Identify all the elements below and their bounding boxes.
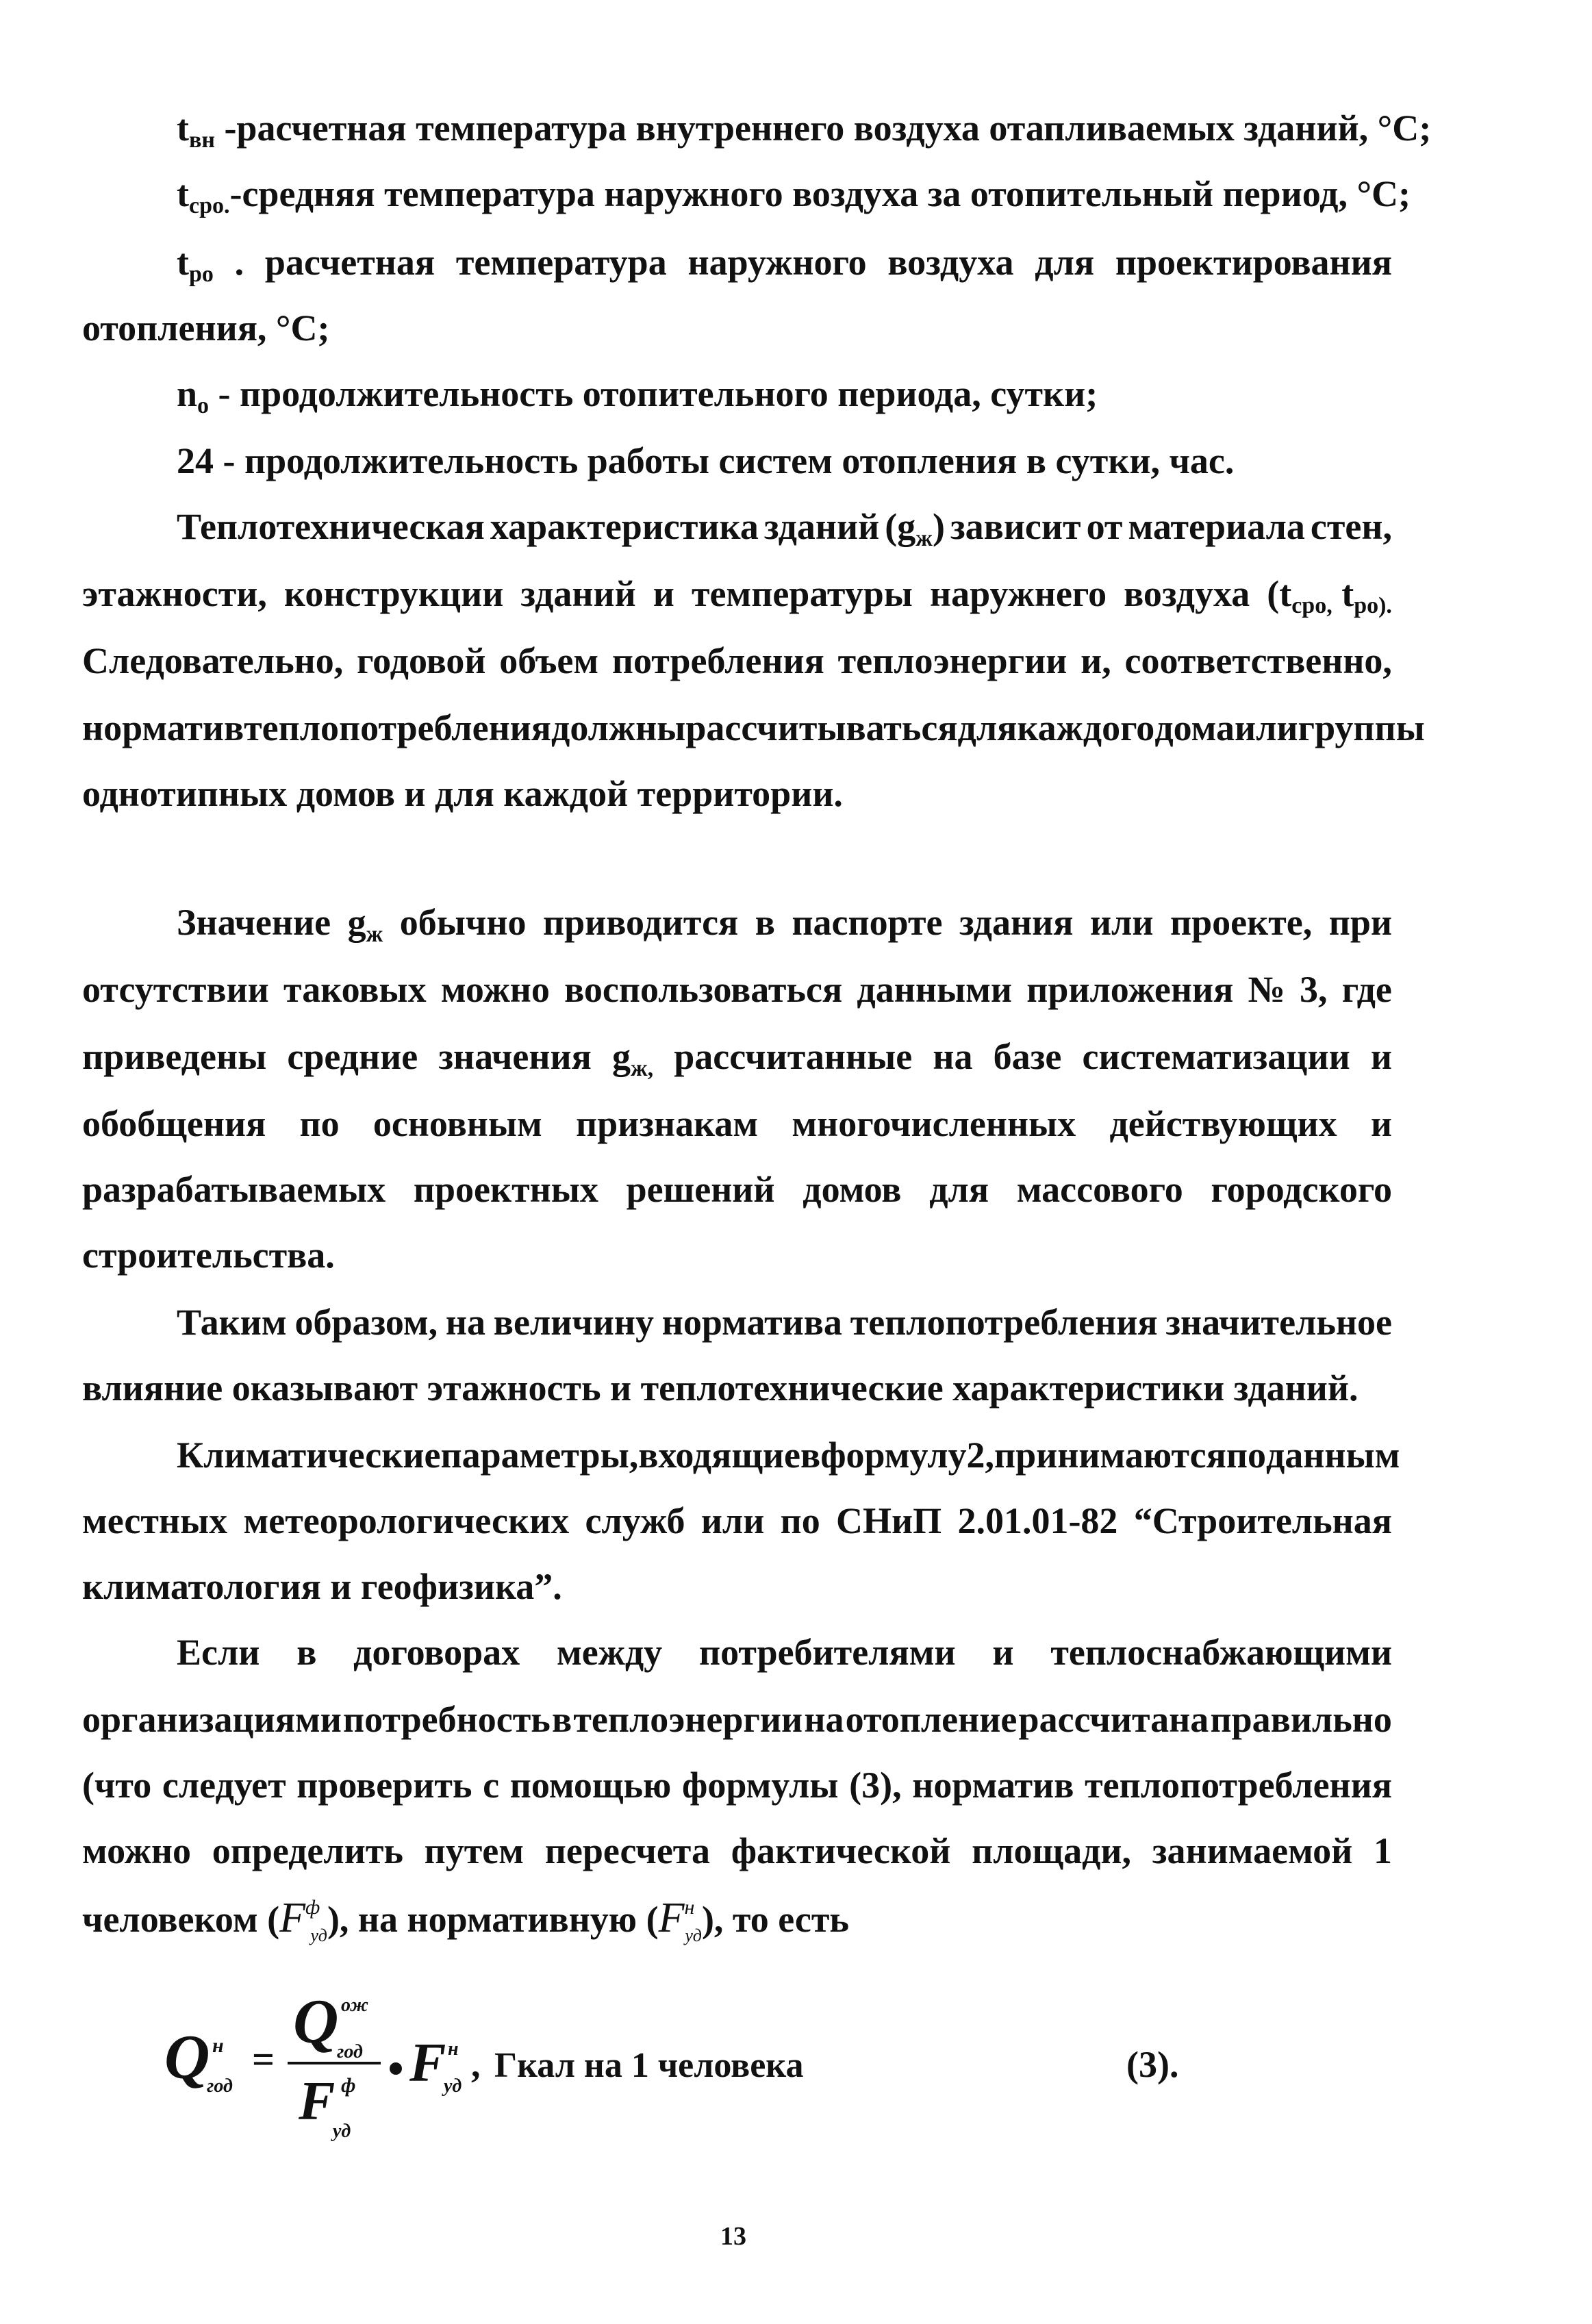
word: можно bbox=[440, 969, 550, 1010]
word: дома bbox=[1154, 707, 1235, 748]
word: зданий bbox=[520, 573, 636, 614]
word: местных bbox=[82, 1500, 228, 1541]
word: обычно bbox=[399, 902, 527, 943]
word: организациями bbox=[82, 1699, 342, 1740]
word: ($t_{cpo,}$ $t_{po).}$ bbox=[1267, 573, 1392, 618]
word: домов bbox=[803, 1169, 902, 1210]
word: для bbox=[1035, 242, 1095, 283]
word: определить bbox=[212, 1830, 403, 1871]
word: норматива bbox=[661, 1302, 842, 1343]
word: следует bbox=[162, 1765, 286, 1806]
inline-formula-F-fact: $F^ф_{уд}$ bbox=[279, 1895, 327, 1945]
word: отопление bbox=[845, 1699, 1018, 1740]
word: договорах bbox=[353, 1632, 520, 1673]
word: проектирования bbox=[1115, 242, 1392, 283]
word: 2, bbox=[966, 1435, 994, 1476]
definition-text: - продолжительность отопительного периода, сутки; bbox=[209, 373, 1098, 414]
word: по bbox=[780, 1500, 820, 1541]
inline-formula-F-norm: $F^н_{уд}$ bbox=[658, 1895, 702, 1945]
p1-line3 bbox=[82, 642, 1392, 679]
word: городского bbox=[1211, 1169, 1392, 1210]
word: рассчитана bbox=[1018, 1699, 1209, 1740]
den-sub: уд bbox=[333, 2121, 351, 2142]
word: проектных bbox=[413, 1169, 598, 1210]
word: $g_{ж,}$ bbox=[611, 1036, 654, 1081]
word: температуры bbox=[691, 573, 913, 614]
word: занимаемой bbox=[1152, 1830, 1353, 1871]
word: где bbox=[1341, 969, 1392, 1010]
Q-norm-sub: год bbox=[207, 2075, 233, 2097]
word: помощью bbox=[509, 1765, 672, 1806]
word: и bbox=[1370, 1036, 1392, 1077]
word: можно bbox=[82, 1830, 191, 1871]
word: стен, bbox=[1310, 506, 1392, 547]
word: на bbox=[445, 1302, 486, 1343]
text-segment: ), на нормативную ( bbox=[327, 1899, 659, 1940]
word: должны bbox=[551, 707, 686, 748]
p2-line5 bbox=[82, 1171, 1392, 1208]
word: теплоэнергии bbox=[573, 1699, 803, 1740]
word: наружного bbox=[687, 242, 867, 283]
def-t-po bbox=[177, 242, 1392, 287]
word: теплоэнергии bbox=[837, 640, 1067, 681]
word: на bbox=[933, 1036, 973, 1077]
subscript: po bbox=[188, 262, 214, 287]
word: воздуха bbox=[887, 242, 1014, 283]
word: проекте, bbox=[1170, 902, 1313, 943]
word: для bbox=[929, 1169, 989, 1210]
word: таковых bbox=[283, 969, 427, 1010]
p5-line4 bbox=[82, 1832, 1392, 1869]
word: отсутствии bbox=[82, 969, 269, 1010]
formula-svg bbox=[164, 1986, 1260, 2147]
word: в bbox=[296, 1632, 317, 1673]
p1-line2 bbox=[82, 573, 1392, 618]
formula-number: (3). bbox=[1126, 2044, 1179, 2085]
text-segment: ), то есть bbox=[701, 1899, 849, 1940]
p1-line5: однотипных домов и для каждой территории. bbox=[82, 773, 843, 814]
num-sup: ож bbox=[341, 1995, 368, 2016]
word: по bbox=[299, 1103, 340, 1144]
word: значения bbox=[438, 1036, 592, 1077]
word: с bbox=[483, 1765, 500, 1806]
word: площади, bbox=[972, 1830, 1132, 1871]
p4-line3: климатология и геофизика”. bbox=[82, 1566, 562, 1607]
word: формулу bbox=[820, 1435, 967, 1476]
word: признакам bbox=[576, 1103, 759, 1144]
word: 3, bbox=[1300, 969, 1328, 1010]
word: Климатические bbox=[177, 1435, 441, 1476]
word: 1 bbox=[1373, 1830, 1392, 1871]
def-t-cpo bbox=[177, 173, 1411, 218]
word: в bbox=[755, 902, 775, 943]
den-F-symbol: F bbox=[299, 2071, 336, 2132]
word: потребителями bbox=[698, 1632, 956, 1673]
word: паспорте bbox=[792, 902, 943, 943]
word: служб bbox=[585, 1500, 685, 1541]
multiply-dot bbox=[390, 2062, 402, 2075]
word: материала bbox=[1128, 506, 1305, 547]
p5-line3 bbox=[82, 1767, 1392, 1804]
word: правильно bbox=[1210, 1699, 1392, 1740]
word: от bbox=[1086, 506, 1123, 547]
formula-unit: Гкал на 1 человека bbox=[494, 2046, 804, 2085]
Q-norm-symbol: Q bbox=[164, 2022, 210, 2092]
def-24: 24 - продолжительность работы систем отопления в сутки, час. bbox=[177, 440, 1235, 481]
page-number: 13 bbox=[720, 2222, 746, 2251]
text-segment: человеком ( bbox=[82, 1899, 280, 1940]
word: конструкции bbox=[283, 573, 504, 614]
word: массового bbox=[1016, 1169, 1183, 1210]
word: (что bbox=[82, 1765, 152, 1806]
word: здания bbox=[959, 902, 1074, 943]
word: приложения bbox=[1026, 969, 1234, 1010]
den-sup: ф bbox=[341, 2074, 356, 2097]
subscript: cpo. bbox=[188, 193, 230, 218]
word: расчетная bbox=[264, 242, 435, 283]
word: по bbox=[1226, 1435, 1266, 1476]
word: воспользоваться bbox=[564, 969, 843, 1010]
subscript: вн bbox=[188, 127, 215, 153]
word: № bbox=[1248, 969, 1285, 1010]
word: группы bbox=[1298, 707, 1425, 748]
word: годовой bbox=[357, 640, 486, 681]
word: систематизации bbox=[1082, 1036, 1350, 1077]
word: температура bbox=[455, 242, 667, 283]
num-Q-symbol: Q bbox=[293, 1986, 339, 2056]
definition-text: -средняя температура наружного воздуха за отопительный период, °С; bbox=[229, 173, 1411, 214]
word: каждого bbox=[1017, 707, 1155, 748]
F-norm-symbol: F bbox=[409, 2033, 446, 2093]
word: или bbox=[1089, 902, 1154, 943]
word: значительное bbox=[1165, 1302, 1392, 1343]
word: теплопотребления bbox=[850, 1302, 1158, 1343]
p2-line2 bbox=[82, 971, 1392, 1008]
word: и bbox=[992, 1632, 1014, 1673]
word: наружнего bbox=[929, 573, 1107, 614]
word: средние bbox=[287, 1036, 418, 1077]
word: данным bbox=[1265, 1435, 1400, 1476]
word: Таким bbox=[177, 1302, 287, 1343]
word: базе bbox=[993, 1036, 1062, 1077]
word: в bbox=[551, 1699, 572, 1740]
symbol-group bbox=[177, 242, 214, 287]
p5-line5 bbox=[82, 1895, 849, 1945]
word: пересчета bbox=[544, 1830, 710, 1871]
word: проверить bbox=[296, 1765, 472, 1806]
word: данными bbox=[857, 969, 1013, 1010]
word: в bbox=[800, 1435, 821, 1476]
word: “Строительная bbox=[1133, 1500, 1392, 1541]
word: Значение bbox=[177, 902, 331, 943]
word: $g_ж$ bbox=[347, 902, 383, 947]
word: воздуха bbox=[1124, 573, 1250, 614]
word: величину bbox=[493, 1302, 655, 1343]
word: метеорологических bbox=[243, 1500, 570, 1541]
comma: , bbox=[471, 2044, 481, 2085]
word: потребность bbox=[343, 1699, 551, 1740]
word: объем bbox=[499, 640, 599, 681]
word: многочисленных bbox=[792, 1103, 1076, 1144]
word: зависит bbox=[950, 506, 1081, 547]
definition-text: -расчетная температура внутреннего воздуха отапливаемых зданий, °С; bbox=[214, 108, 1432, 149]
word: теплопотребления bbox=[1085, 1765, 1392, 1806]
word: этажности, bbox=[82, 573, 267, 614]
word: норматив bbox=[82, 707, 244, 748]
word: Теплотехническая bbox=[177, 506, 485, 547]
p2-line1 bbox=[177, 902, 1392, 947]
word: параметры, bbox=[440, 1435, 639, 1476]
p2-line3 bbox=[82, 1036, 1392, 1081]
word: норматив bbox=[912, 1765, 1074, 1806]
word: принимаются bbox=[994, 1435, 1226, 1476]
word: соответственно, bbox=[1124, 640, 1392, 681]
word: $(g_ж)$ bbox=[885, 506, 945, 551]
word: действующих bbox=[1109, 1103, 1337, 1144]
p2-line4 bbox=[82, 1105, 1392, 1142]
p5-line2 bbox=[82, 1701, 1392, 1738]
word: разрабатываемых bbox=[82, 1169, 386, 1210]
word: приводится bbox=[542, 902, 739, 943]
p2-line6: строительства. bbox=[82, 1235, 335, 1276]
word: (3), bbox=[849, 1765, 902, 1806]
word: характеристика bbox=[490, 506, 759, 547]
def-n-o bbox=[177, 373, 1098, 418]
word: 2.01.01-82 bbox=[957, 1500, 1118, 1541]
p1-line1 bbox=[177, 506, 1392, 551]
word: и bbox=[653, 573, 674, 614]
word: приведены bbox=[82, 1036, 267, 1077]
word: . bbox=[234, 242, 244, 283]
word: рассчитываться bbox=[685, 707, 958, 748]
word: потребления bbox=[611, 640, 824, 681]
p3-line1 bbox=[177, 1304, 1392, 1341]
word: и bbox=[1370, 1103, 1392, 1144]
word: зданий bbox=[763, 506, 880, 547]
p3-line2: влияние оказывают этажность и теплотехнические характеристики зданий. bbox=[82, 1367, 1359, 1409]
word: Следовательно, bbox=[82, 640, 344, 681]
formula-3 bbox=[164, 1986, 1260, 2147]
word: решений bbox=[626, 1169, 775, 1210]
symbol: t bbox=[177, 108, 189, 149]
word: фактической bbox=[731, 1830, 951, 1871]
word: рассчитанные bbox=[674, 1036, 913, 1077]
F-norm-sup: н bbox=[448, 2038, 459, 2060]
word: основным bbox=[372, 1103, 542, 1144]
word: путем bbox=[424, 1830, 525, 1871]
def-t-vn bbox=[177, 108, 1432, 153]
num-sub: год bbox=[337, 2041, 363, 2062]
equals-sign: = bbox=[252, 2037, 275, 2082]
word: образом, bbox=[294, 1302, 438, 1343]
word: формулы bbox=[682, 1765, 839, 1806]
p4-line2 bbox=[82, 1502, 1392, 1539]
p1-line4 bbox=[82, 707, 1425, 748]
word: при bbox=[1328, 902, 1392, 943]
word: на bbox=[804, 1699, 844, 1740]
subscript: o bbox=[197, 393, 210, 418]
word: и, bbox=[1081, 640, 1111, 681]
word: для bbox=[957, 707, 1018, 748]
word: СНиП bbox=[836, 1500, 942, 1541]
symbol: n bbox=[177, 373, 198, 414]
p5-line1 bbox=[177, 1634, 1392, 1671]
p4-line1 bbox=[177, 1435, 1400, 1476]
word: обобщения bbox=[82, 1103, 266, 1144]
word: Если bbox=[177, 1632, 260, 1673]
word: или bbox=[700, 1500, 765, 1541]
word: теплоснабжающими bbox=[1050, 1632, 1392, 1673]
word: теплопотребления bbox=[244, 707, 552, 748]
Q-norm-sup: н bbox=[212, 2034, 224, 2057]
F-norm-sub: уд bbox=[444, 2075, 462, 2097]
symbol: t bbox=[177, 242, 189, 283]
word: или bbox=[1235, 707, 1298, 748]
word: входящие bbox=[638, 1435, 801, 1476]
word: между bbox=[556, 1632, 663, 1673]
def-t-po-cont: отопления, °С; bbox=[82, 307, 330, 349]
symbol: t bbox=[177, 173, 189, 214]
